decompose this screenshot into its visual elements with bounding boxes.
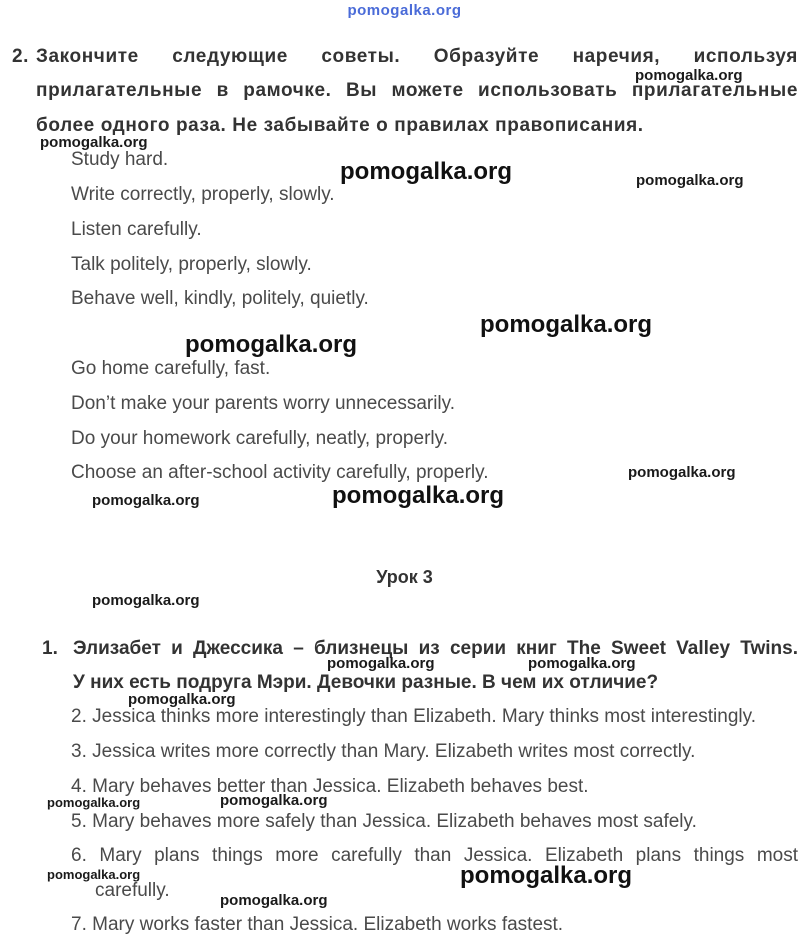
- answer-line: 7. Mary works faster than Jessica. Elizabeth works fastest.: [71, 914, 564, 935]
- watermark: pomogalka.org: [480, 311, 653, 338]
- watermark: pomogalka.org: [47, 795, 141, 810]
- site-watermark-top: pomogalka.org: [347, 2, 462, 19]
- watermark: pomogalka.org: [327, 655, 435, 672]
- watermark: pomogalka.org: [185, 331, 358, 358]
- watermark: pomogalka.org: [220, 792, 328, 809]
- answer-line: 3. Jessica writes more correctly than Mary. Elizabeth writes most correctly.: [71, 741, 696, 762]
- answer-line: 5. Mary behaves more safely than Jessica. Elizabeth behaves most safely.: [71, 811, 697, 832]
- exercise-1-number: 1.: [42, 638, 58, 659]
- watermark: pomogalka.org: [628, 464, 736, 481]
- exercise-2-heading-line-3: более одного раза. Не забывайте о правилах правописания.: [36, 115, 644, 136]
- watermark: pomogalka.org: [220, 892, 328, 909]
- answer-line: 4. Mary behaves better than Jessica. Elizabeth behaves best.: [71, 776, 589, 797]
- watermark: pomogalka.org: [47, 867, 141, 882]
- answer-line: Listen carefully.: [71, 219, 202, 240]
- watermark: pomogalka.org: [635, 67, 743, 84]
- watermark: pomogalka.org: [340, 158, 513, 185]
- exercise-1-heading-line-1: Элизабет и Джессика – близнецы из серии книг The Sweet Valley Twins.: [73, 638, 798, 659]
- watermark: pomogalka.org: [128, 691, 236, 708]
- answer-line: Go home carefully, fast.: [71, 358, 271, 379]
- answer-line: 2. Jessica thinks more interestingly than Elizabeth. Mary thinks most interestingly.: [71, 706, 756, 727]
- answer-line: Do your homework carefully, neatly, properly.: [71, 428, 448, 449]
- answer-line: Write correctly, properly, slowly.: [71, 184, 335, 205]
- watermark: pomogalka.org: [92, 592, 200, 609]
- answer-line: Behave well, kindly, politely, quietly.: [71, 288, 369, 309]
- watermark: pomogalka.org: [528, 655, 636, 672]
- exercise-1-heading-line-2: У них есть подруга Мэри. Девочки разные. В чем их отличие?: [73, 672, 659, 693]
- watermark: pomogalka.org: [92, 492, 200, 509]
- exercise-2-number: 2.: [12, 46, 30, 67]
- answer-line: Choose an after-school activity carefully, properly.: [71, 462, 489, 483]
- answer-line: Don’t make your parents worry unnecessarily.: [71, 393, 456, 414]
- exercise-2-heading-line-1: Закончите следующие советы. Образуйте наречия, используя: [36, 46, 798, 67]
- exercise-2-heading-line-2: прилагательные в рамочке. Вы можете использовать прилагательные: [36, 80, 798, 101]
- answer-line: Study hard.: [71, 149, 169, 170]
- answer-line: Talk politely, properly, slowly.: [71, 254, 312, 275]
- watermark: pomogalka.org: [40, 134, 148, 151]
- watermark: pomogalka.org: [332, 482, 505, 509]
- answer-line-continuation: carefully.: [95, 880, 170, 901]
- watermark: pomogalka.org: [460, 862, 633, 889]
- lesson-title: Урок 3: [376, 567, 433, 587]
- answer-line: 6. Mary plans things more carefully than Jessica. Elizabeth plans things most: [71, 845, 798, 866]
- watermark: pomogalka.org: [636, 172, 744, 189]
